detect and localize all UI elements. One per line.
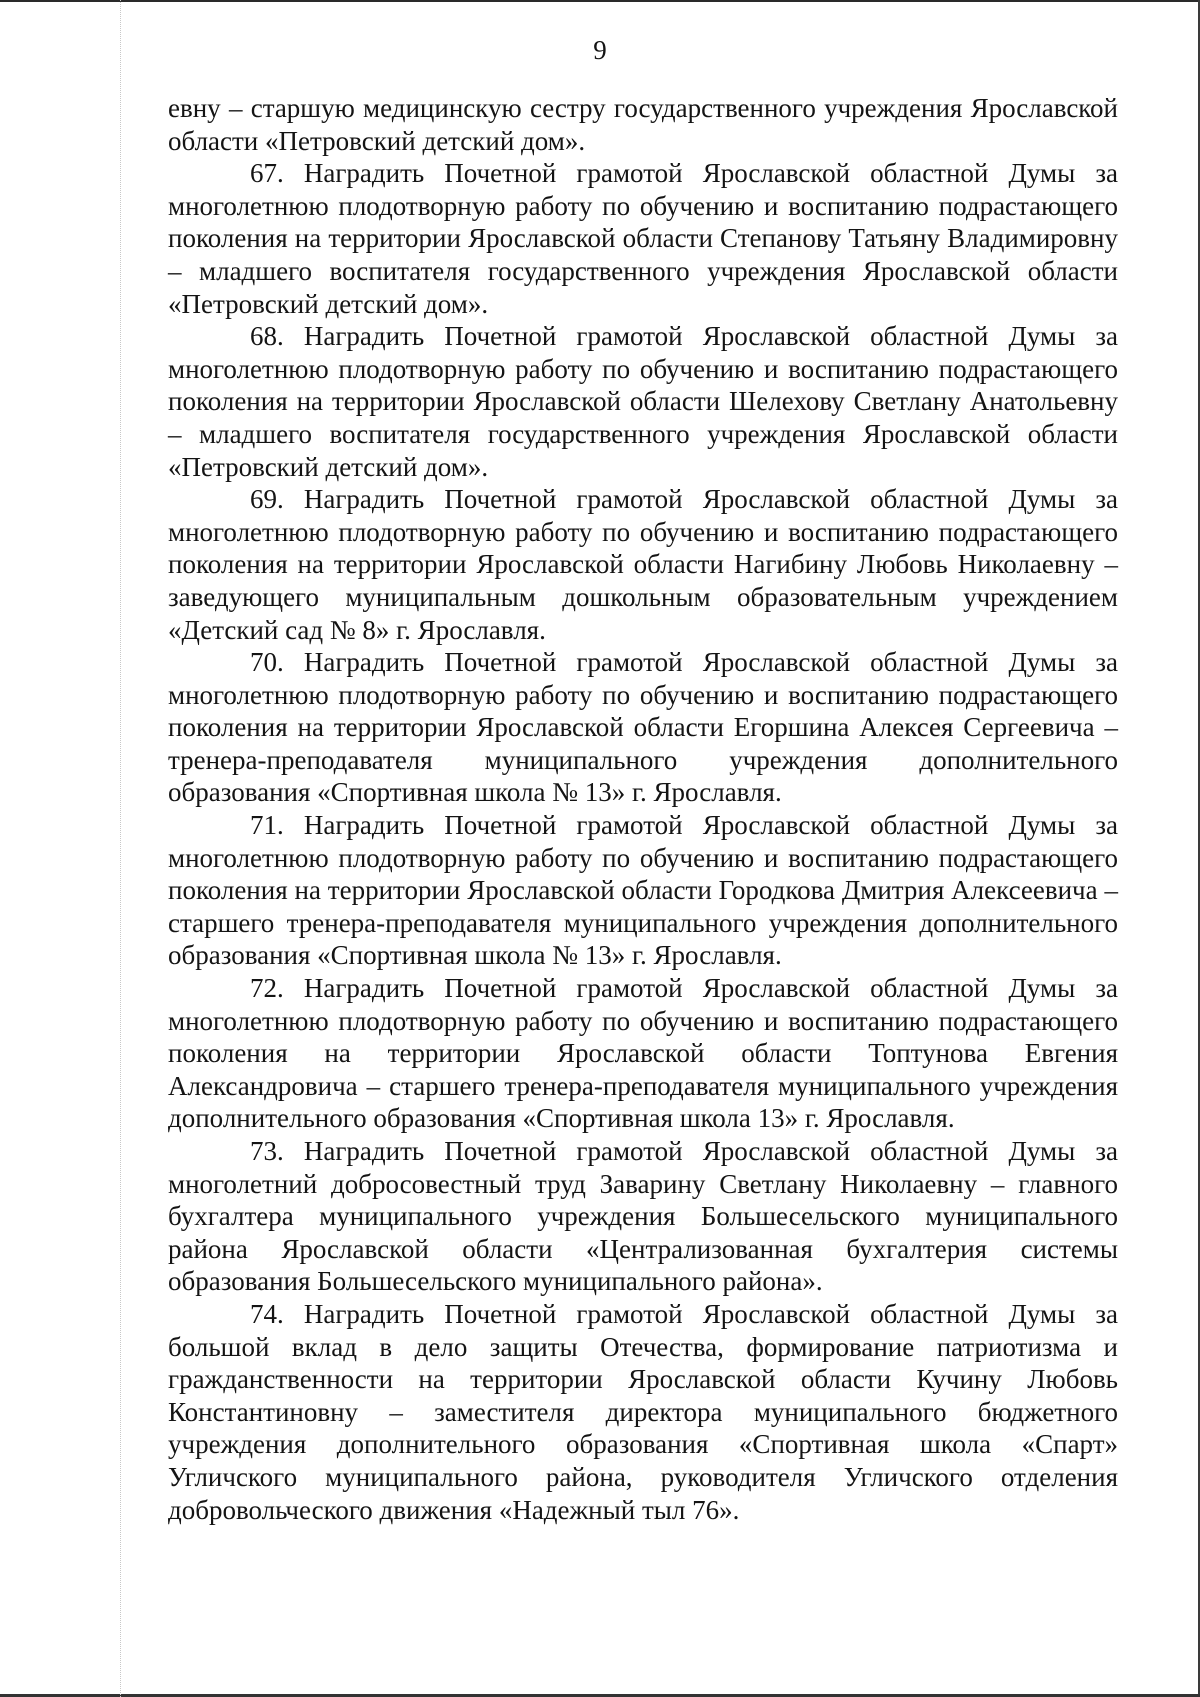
paragraph-continuation: евну – старшую медицинскую сестру государственного учреждения Ярославской области «Петровский детский дом». (168, 93, 1118, 156)
paragraph-item-71: 71. Наградить Почетной грамотой Ярославской областной Думы за многолетнюю плодотворную работу по обучению и воспитанию подрастающего поколения на территории Ярославской области Городкова Дмитрия Алексеевича – старшего тренера-преподавателя муниципального учреждения дополнительного образования «Спортивная школа № 13» г. Ярославля. (168, 810, 1118, 971)
paragraph-item-73: 73. Наградить Почетной грамотой Ярославской областной Думы за многолетний добросовестный труд Заварину Светлану Николаевну – главного бухгалтера муниципального учреждения Большесельского муниципального района Ярославской области «Централизованная бухгалтерия системы образования Большесельского муниципального района». (168, 1136, 1118, 1297)
scan-border-top (0, 0, 1200, 2)
document-body (168, 92, 1118, 1526)
paragraph-item-72: 72. Наградить Почетной грамотой Ярославской областной Думы за многолетнюю плодотворную работу по обучению и воспитанию подрастающего поколения на территории Ярославской области Топтунова Евгения Александровича – старшего тренера-преподавателя муниципального учреждения дополнительного образования «Спортивная школа 13» г. Ярославля. (168, 973, 1118, 1134)
paragraph-item-67: 67. Наградить Почетной грамотой Ярославской областной Думы за многолетнюю плодотворную работу по обучению и воспитанию подрастающего поколения на территории Ярославской области Степанову Татьяну Владимировну – младшего воспитателя государственного учреждения Ярославской области «Петровский детский дом». (168, 158, 1118, 319)
paragraph-item-74: 74. Наградить Почетной грамотой Ярославской областной Думы за большой вклад в дело защиты Отечества, формирование патриотизма и гражданственности на территории Ярославской области Кучину Любовь Константиновну – заместителя директора муниципального бюджетного учреждения дополнительного образования «Спортивная школа «Спарт» Угличского муниципального района, руководителя Угличского отделения добровольческого движения «Надежный тыл 76». (168, 1298, 1118, 1525)
paragraph-item-68: 68. Наградить Почетной грамотой Ярославской областной Думы за многолетнюю плодотворную работу по обучению и воспитанию подрастающего поколения на территории Ярославской области Шелехову Светлану Анатольевну – младшего воспитателя государственного учреждения Ярославской области «Петровский детский дом». (168, 321, 1118, 482)
paragraph-item-70: 70. Наградить Почетной грамотой Ярославской областной Думы за многолетнюю плодотворную работу по обучению и воспитанию подрастающего поколения на территории Ярославской области Егоршина Алексея Сергеевича – тренера-преподавателя муниципального учреждения дополнительного образования «Спортивная школа № 13» г. Ярославля. (168, 647, 1118, 808)
scan-left-edge (120, 0, 122, 1697)
page-number: 9 (593, 35, 607, 65)
paragraph-item-69: 69. Наградить Почетной грамотой Ярославской областной Думы за многолетнюю плодотворную работу по обучению и воспитанию подрастающего поколения на территории Ярославской области Нагибину Любовь Николаевну – заведующего муниципальным дошкольным образовательным учреждением «Детский сад № 8» г. Ярославля. (168, 484, 1118, 645)
